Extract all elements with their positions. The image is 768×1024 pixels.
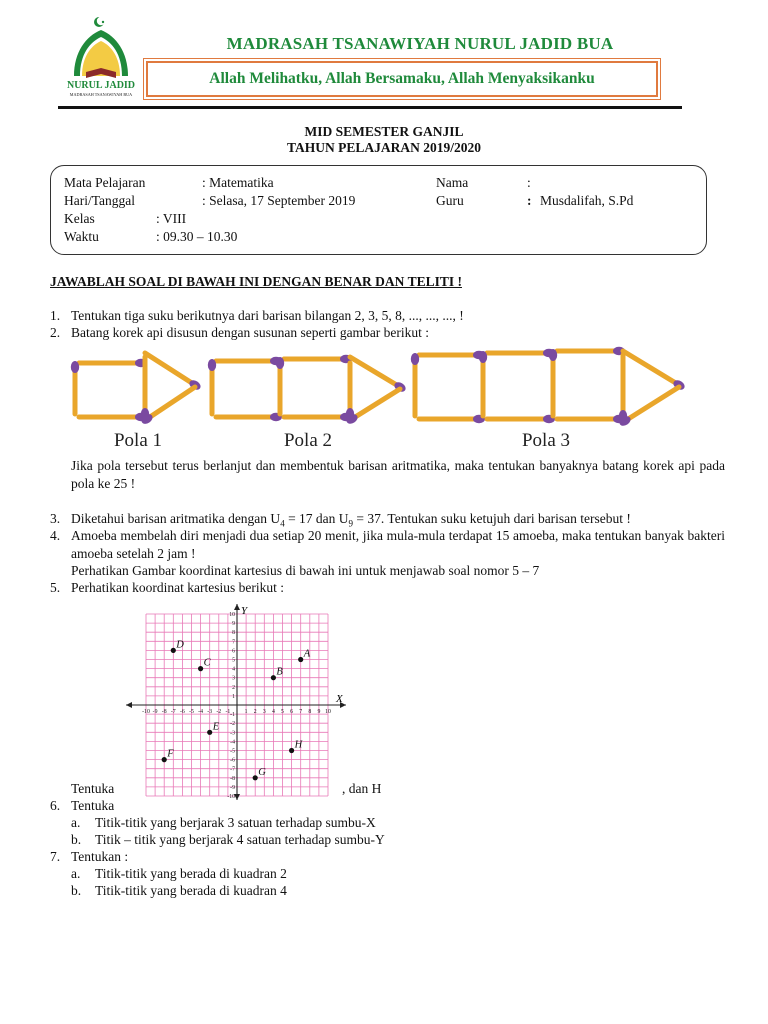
y-tick-label: 2 [232,684,235,691]
matchstick [216,413,282,421]
matchstick [276,357,284,414]
matchstick [549,349,557,416]
matchstick [487,349,555,357]
y-tick-label: -7 [230,766,235,773]
y-tick-label: -9 [230,784,235,791]
subject-value: : Matematika [202,175,274,190]
q6a-number: a. [71,815,81,830]
teacher-value: Musdalifah, S.Pd [540,193,634,208]
y-tick-label: -6 [230,757,235,764]
q7-text: Tentukan : [71,849,129,864]
q7b-text: Titik-titik yang berada di kuadran 4 [95,883,287,898]
matchstick-group [71,347,686,428]
y-tick-label: 1 [232,693,235,700]
matchstick [346,363,354,420]
q5-continuation-left: Tentuka [71,781,115,796]
x-tick-label: 2 [253,709,257,715]
x-tick-label: -7 [170,709,176,715]
q6a-text: Titik-titik yang berjarak 3 satuan terhadap sumbu-X [95,815,376,830]
matchstick [411,353,419,416]
teacher-label: Guru [436,193,464,208]
y-tick-label: 5 [232,657,235,664]
matchstick [216,357,282,365]
matchstick [208,359,216,414]
name-label: Nama [436,175,469,190]
matchstick [79,413,147,421]
q7b-number: b. [71,883,82,898]
x-tick-label: -6 [179,709,185,715]
q3-number: 3. [50,511,61,526]
exam-title-line: MID SEMESTER GANJIL [304,124,464,139]
teacher-colon: : [527,193,532,208]
logo-subtext: MADRASAH TSANAWIYAH BUA [69,92,133,97]
x-tick-label: 3 [262,709,266,715]
y-tick-label: -1 [230,712,235,719]
x-tick-label: 5 [281,709,284,715]
point-d [171,648,176,653]
matchstick-patterns [70,345,686,450]
q5-number: 5. [50,580,61,595]
point-label-b: B [276,666,283,678]
exam-title [0,124,768,156]
motto-text: Allah Melihatku, Allah Bersamaku, Allah Menyaksikanku [209,70,595,87]
q7-number: 7. [50,849,61,864]
q2-number: 2. [50,325,61,340]
y-tick-label: -5 [230,748,235,755]
y-tick-label: -2 [230,721,235,728]
x-tick-label: 6 [290,709,294,715]
matchstick [71,361,79,414]
q3-sub-2: 9 [348,518,354,529]
q7a-text: Titik-titik yang berada di kuadran 2 [95,866,287,881]
q6-number: 6. [50,798,61,813]
school-name: MADRASAH TSANAWIYAH NURUL JADID BUA [226,34,614,53]
header-divider [58,106,682,109]
date-value: : Selasa, 17 September 2019 [202,193,356,208]
graph-axes [126,604,346,800]
q2-continuation: Jika pola tersebut terus berlanjut dan membentuk barisan aritmatika, maka tentukan banyaknya batang korek api pada pola ke 25 ! [71,458,725,491]
x-tick-label: 10 [325,709,331,715]
q6-text: Tentuka [71,798,115,813]
x-tick-label: -1 [225,709,231,715]
point-label-f: F [167,748,174,760]
y-tick-label: -10 [227,794,235,800]
exam-info-box [50,165,707,255]
y-axis-label: Y [241,605,248,617]
x-axis-label: X [336,693,343,705]
time-value: : 09.30 – 10.30 [156,229,238,244]
q5-text: Perhatikan koordinat kartesius berikut : [71,580,284,595]
exam-year-line: TAHUN PELAJARAN 2019/2020 [286,140,481,155]
q1-text: Tentukan tiga suku berikutnya dari barisan bilangan 2, 3, 5, 8, ..., ..., ..., ! [71,308,464,323]
school-logo [56,14,146,104]
y-tick-label: -8 [230,775,235,782]
x-tick-label: 9 [317,709,321,715]
logo-text: NURUL JADID [66,80,136,91]
matchstick [487,415,555,423]
y-tick-label: 8 [232,630,235,637]
x-tick-label: 7 [299,709,303,715]
q2-text: Batang korek api disusun dengan susunan seperti gambar berikut : [71,325,430,340]
q6b-text: Titik – titik yang berjarak 4 satuan terhadap sumbu-Y [95,832,385,847]
matchstick [618,387,679,428]
matchstick [557,415,625,423]
point-a [298,657,303,662]
matchstick [619,355,627,422]
q5-continuation-right: , dan H [342,781,382,796]
q3-part-c: = 37. Tentukan suku ketujuh dari barisan tersebut ! [353,511,631,526]
y-tick-label: -4 [230,739,235,746]
point-label-h: H [294,739,303,751]
q3-part-b: = 17 dan U [284,511,349,526]
x-tick-label: 1 [244,709,248,715]
matchstick [479,351,487,416]
q7a-number: a. [71,866,81,881]
x-tick-label: -4 [198,709,204,715]
cartesian-graph [124,602,348,802]
point-label-e: E [212,721,220,733]
point-f [162,757,167,762]
point-b [271,675,276,680]
matchstick [419,351,485,359]
point-c [198,666,203,671]
q3-sub-1: 4 [280,518,285,529]
pola-2-label: Pola 2 [283,430,333,450]
q3-part-a: Diketahui barisan aritmatika dengan U [71,511,281,526]
time-label: Waktu [64,229,99,244]
q1-number: 1. [50,308,61,323]
q6b-number: b. [71,832,82,847]
y-tick-label: 4 [232,666,235,673]
instruction: JAWABLAH SOAL DI BAWAH INI DENGAN BENAR DAN TELITI ! [50,274,462,289]
x-tick-label: -9 [152,709,158,715]
class-label: Kelas [64,211,95,226]
matchstick [345,389,400,426]
y-tick-label: 7 [232,639,235,646]
subject-label: Mata Pelajaran [64,175,146,190]
point-g [253,775,258,780]
x-tick-label: 8 [308,709,312,715]
y-tick-label: 9 [232,621,235,628]
x-tick-label: -8 [161,709,167,715]
pola-1-label: Pola 1 [113,430,163,450]
y-tick-label: 3 [232,675,235,682]
x-tick-label: 4 [271,709,275,715]
x-tick-label: -5 [189,709,194,715]
graph-note: Perhatikan Gambar koordinat kartesius di bawah ini untuk menjawab soal nomor 5 – 7 [71,563,540,578]
x-tick-label: -2 [216,709,222,715]
matchstick [557,347,625,355]
y-tick-label: -3 [230,730,235,737]
y-tick-label: 6 [232,648,235,655]
point-label-d: D [176,639,184,651]
matchstick [419,415,485,423]
y-tick-label: 10 [229,612,235,618]
date-label: Hari/Tanggal [64,193,136,208]
point-label-a: A [303,648,311,660]
q4-number: 4. [50,528,61,543]
name-value: : [527,175,531,190]
point-label-g: G [258,766,266,778]
matchstick [79,359,147,367]
point-e [207,730,212,735]
class-value: : VIII [156,211,187,226]
pola-3-label: Pola 3 [521,430,571,450]
matchstick [140,387,195,426]
point-label-c: C [203,657,211,669]
x-tick-label: -3 [207,709,213,715]
matchstick [284,355,352,363]
x-tick-label: -10 [142,709,150,715]
q4-text: Amoeba membelah diri menjadi dua setiap 20 menit, jika mula-mula terdapat 15 amoeba, maka tentukan banyak bakteri amoeba setelah 2 jam ! [71,528,725,561]
point-h [289,748,294,753]
matchstick [284,413,352,421]
motto-box [146,61,658,97]
